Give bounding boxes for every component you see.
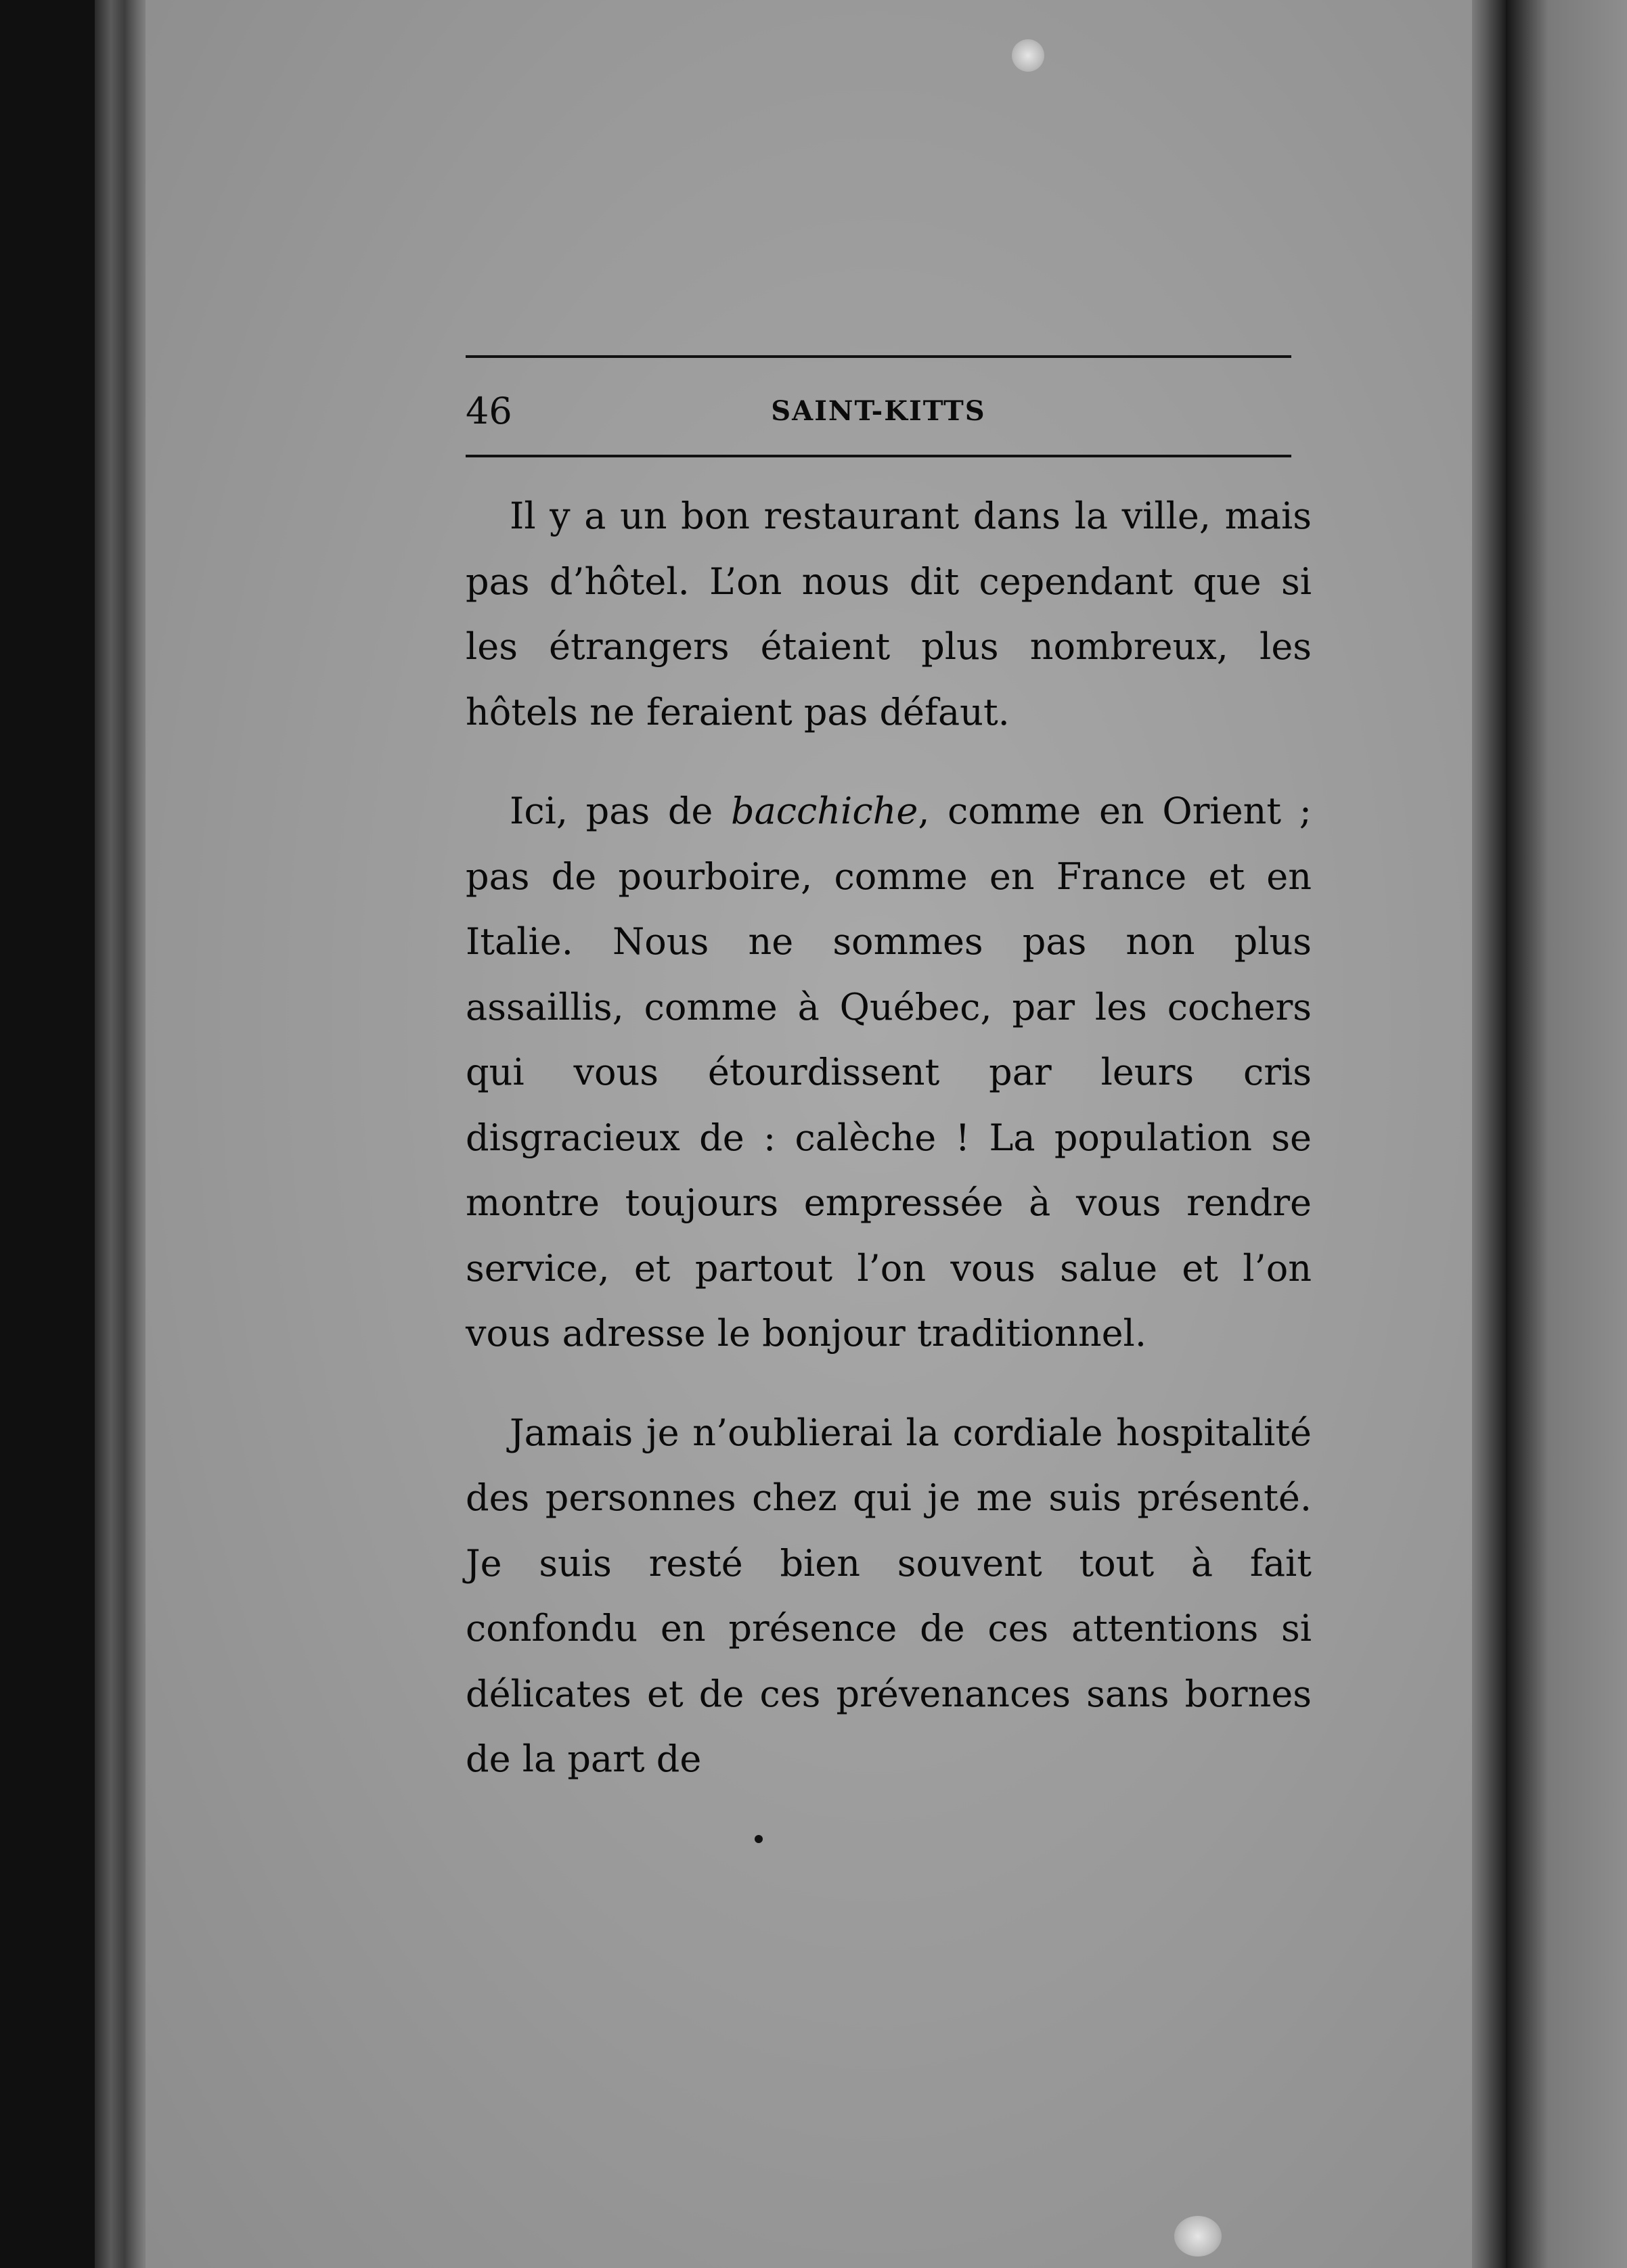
paragraph-text: Ici, pas de — [510, 790, 732, 832]
paper-blemish — [1174, 2216, 1222, 2256]
adjacent-page — [1506, 0, 1627, 2268]
page-header — [466, 384, 1291, 438]
italic-word: bacchiche — [731, 790, 918, 832]
paragraph — [466, 779, 1312, 1367]
paragraph: Jamais je n’oublierai la cordiale hospitalité des personnes chez qui je me suis présenté. Je suis resté bien souvent tout à fait confondu en présence de ces attentions si délicates et de ces prévenances sans bornes de la part de — [466, 1411, 1312, 1780]
paper-blemish — [1012, 39, 1044, 72]
running-head: SAINT-KITTS — [771, 395, 986, 427]
header-rule-top — [466, 355, 1291, 358]
ink-speck — [755, 1835, 763, 1843]
page-number: 46 — [466, 390, 512, 432]
page-gutter — [1472, 0, 1506, 2268]
header-rule-bottom — [466, 455, 1291, 457]
page-edges — [95, 0, 149, 2268]
paragraph: Il y a un bon restaurant dans la ville, mais pas d’hôtel. L’on nous dit cependant que si les étrangers étaient plus nombreux, les hôtels ne feraient pas défaut. — [466, 495, 1312, 733]
paragraph-text: , comme en Orient ; pas de pourboire, comme en France et en Italie. Nous ne sommes pas non plus assaillis, comme à Québec, par les cochers qui vous étourdissent par leurs cris disgracieux de : calèche ! La population se montre toujours empressée à vous rendre service, et partout l’on vous salue et l’on vous adresse le bonjour traditionnel. — [466, 790, 1312, 1355]
body-text — [466, 484, 1312, 1792]
